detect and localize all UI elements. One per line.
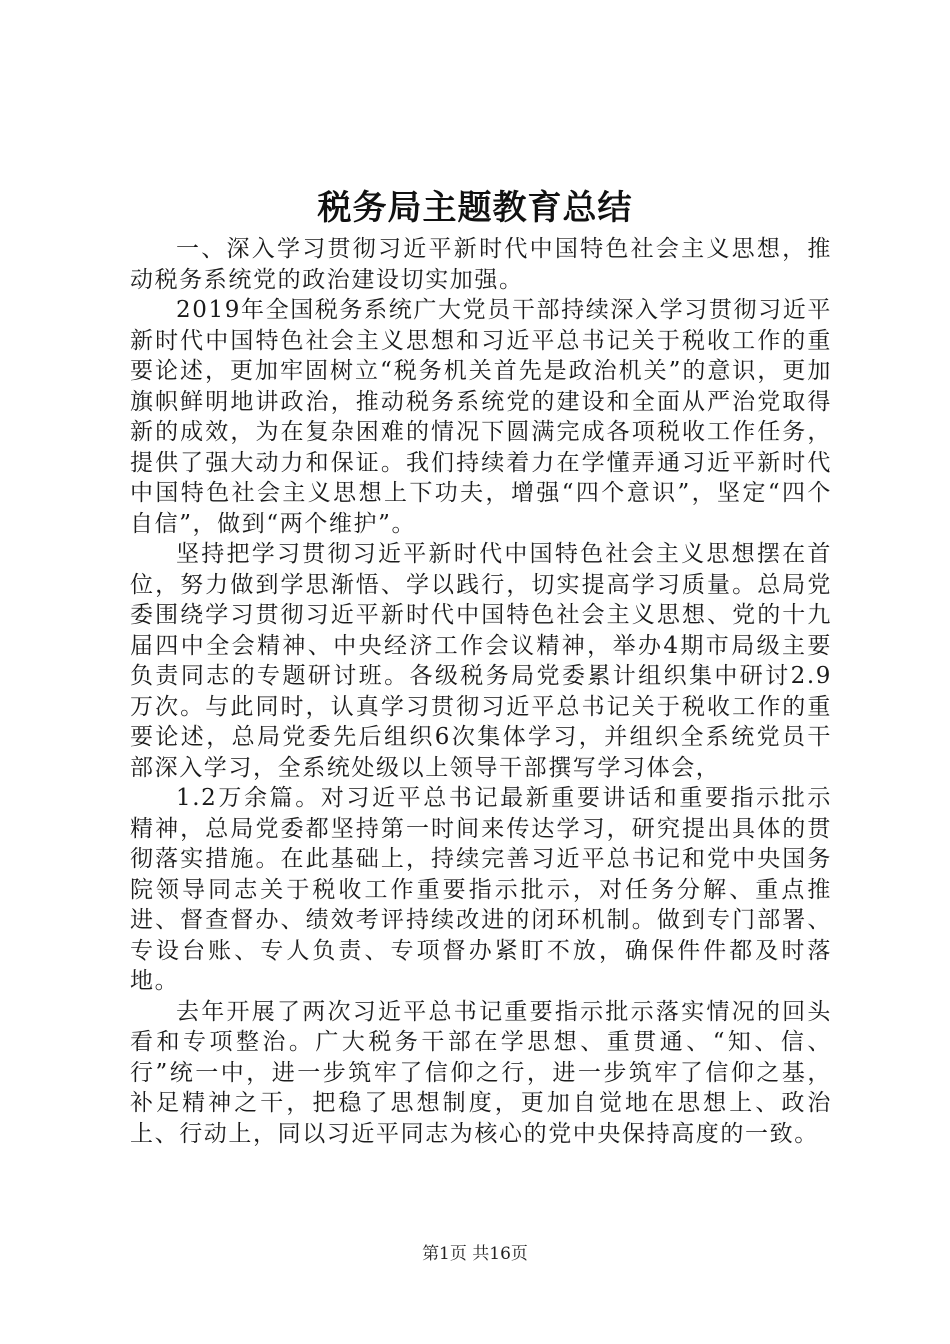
paragraph-2: 2019年全国税务系统广大党员干部持续深入学习贯彻习近平新时代中国特色社会主义思想和习近平总书记关于税收工作的重要论述，更加牢固树立“税务机关首先是政治机关”的意识，更加旗帜鲜明地讲政治，推动税务系统党的建设和全面从严治党取得新的成效，为在复杂困难的情况下圆满完成各项税收工作任务，提供了强大动力和保证。我们持续着力在学懂弄通习近平新时代中国特色社会主义思想上下功夫，增强“四个意识”，坚定“四个自信”，做到“两个维护”。 (130, 297, 832, 537)
paragraph-1: 一、深入学习贯彻习近平新时代中国特色社会主义思想，推动税务系统党的政治建设切实加强。 (130, 236, 832, 293)
document-title: 税务局主题教育总结 (317, 188, 633, 228)
paragraph-5: 去年开展了两次习近平总书记重要指示批示落实情况的回头看和专项整治。广大税务干部在学思想、重贯通、“知、信、行”统一中，进一步筑牢了信仰之行，进一步筑牢了信仰之基，补足精神之干，把稳了思想制度，更加自觉地在思想上、政治上、行动上，同以习近平同志为核心的党中央保持高度的一致。 (130, 998, 832, 1147)
paragraph-3: 坚持把学习贯彻习近平新时代中国特色社会主义思想摆在首位，努力做到学思渐悟、学以践行，切实提高学习质量。总局党委围绕学习贯彻习近平新时代中国特色社会主义思想、党的十九届四中全会精神、中央经济工作会议精神，举办4期市局级主要负责同志的专题研讨班。各级税务局党委累计组织集中研讨2.9万次。与此同时，认真学习贯彻习近平总书记关于税收工作的重要论述，总局党委先后组织6次集体学习，并组织全系统党员干部深入学习，全系统处级以上领导干部撰写学习体会， (130, 541, 832, 781)
paragraph-4: 1.2万余篇。对习近平总书记最新重要讲话和重要指示批示精神，总局党委都坚持第一时间来传达学习，研究提出具体的贯彻落实措施。在此基础上，持续完善习近平总书记和党中央国务院领导同志关于税收工作重要指示批示，对任务分解、重点推进、督查督办、绩效考评持续改进的闭环机制。做到专门部署、专设台账、专人负责、专项督办紧盯不放，确保件件都及时落地。 (130, 785, 832, 994)
document-body (130, 234, 832, 1149)
page-footer: 第1页 共16页 (422, 1244, 528, 1264)
